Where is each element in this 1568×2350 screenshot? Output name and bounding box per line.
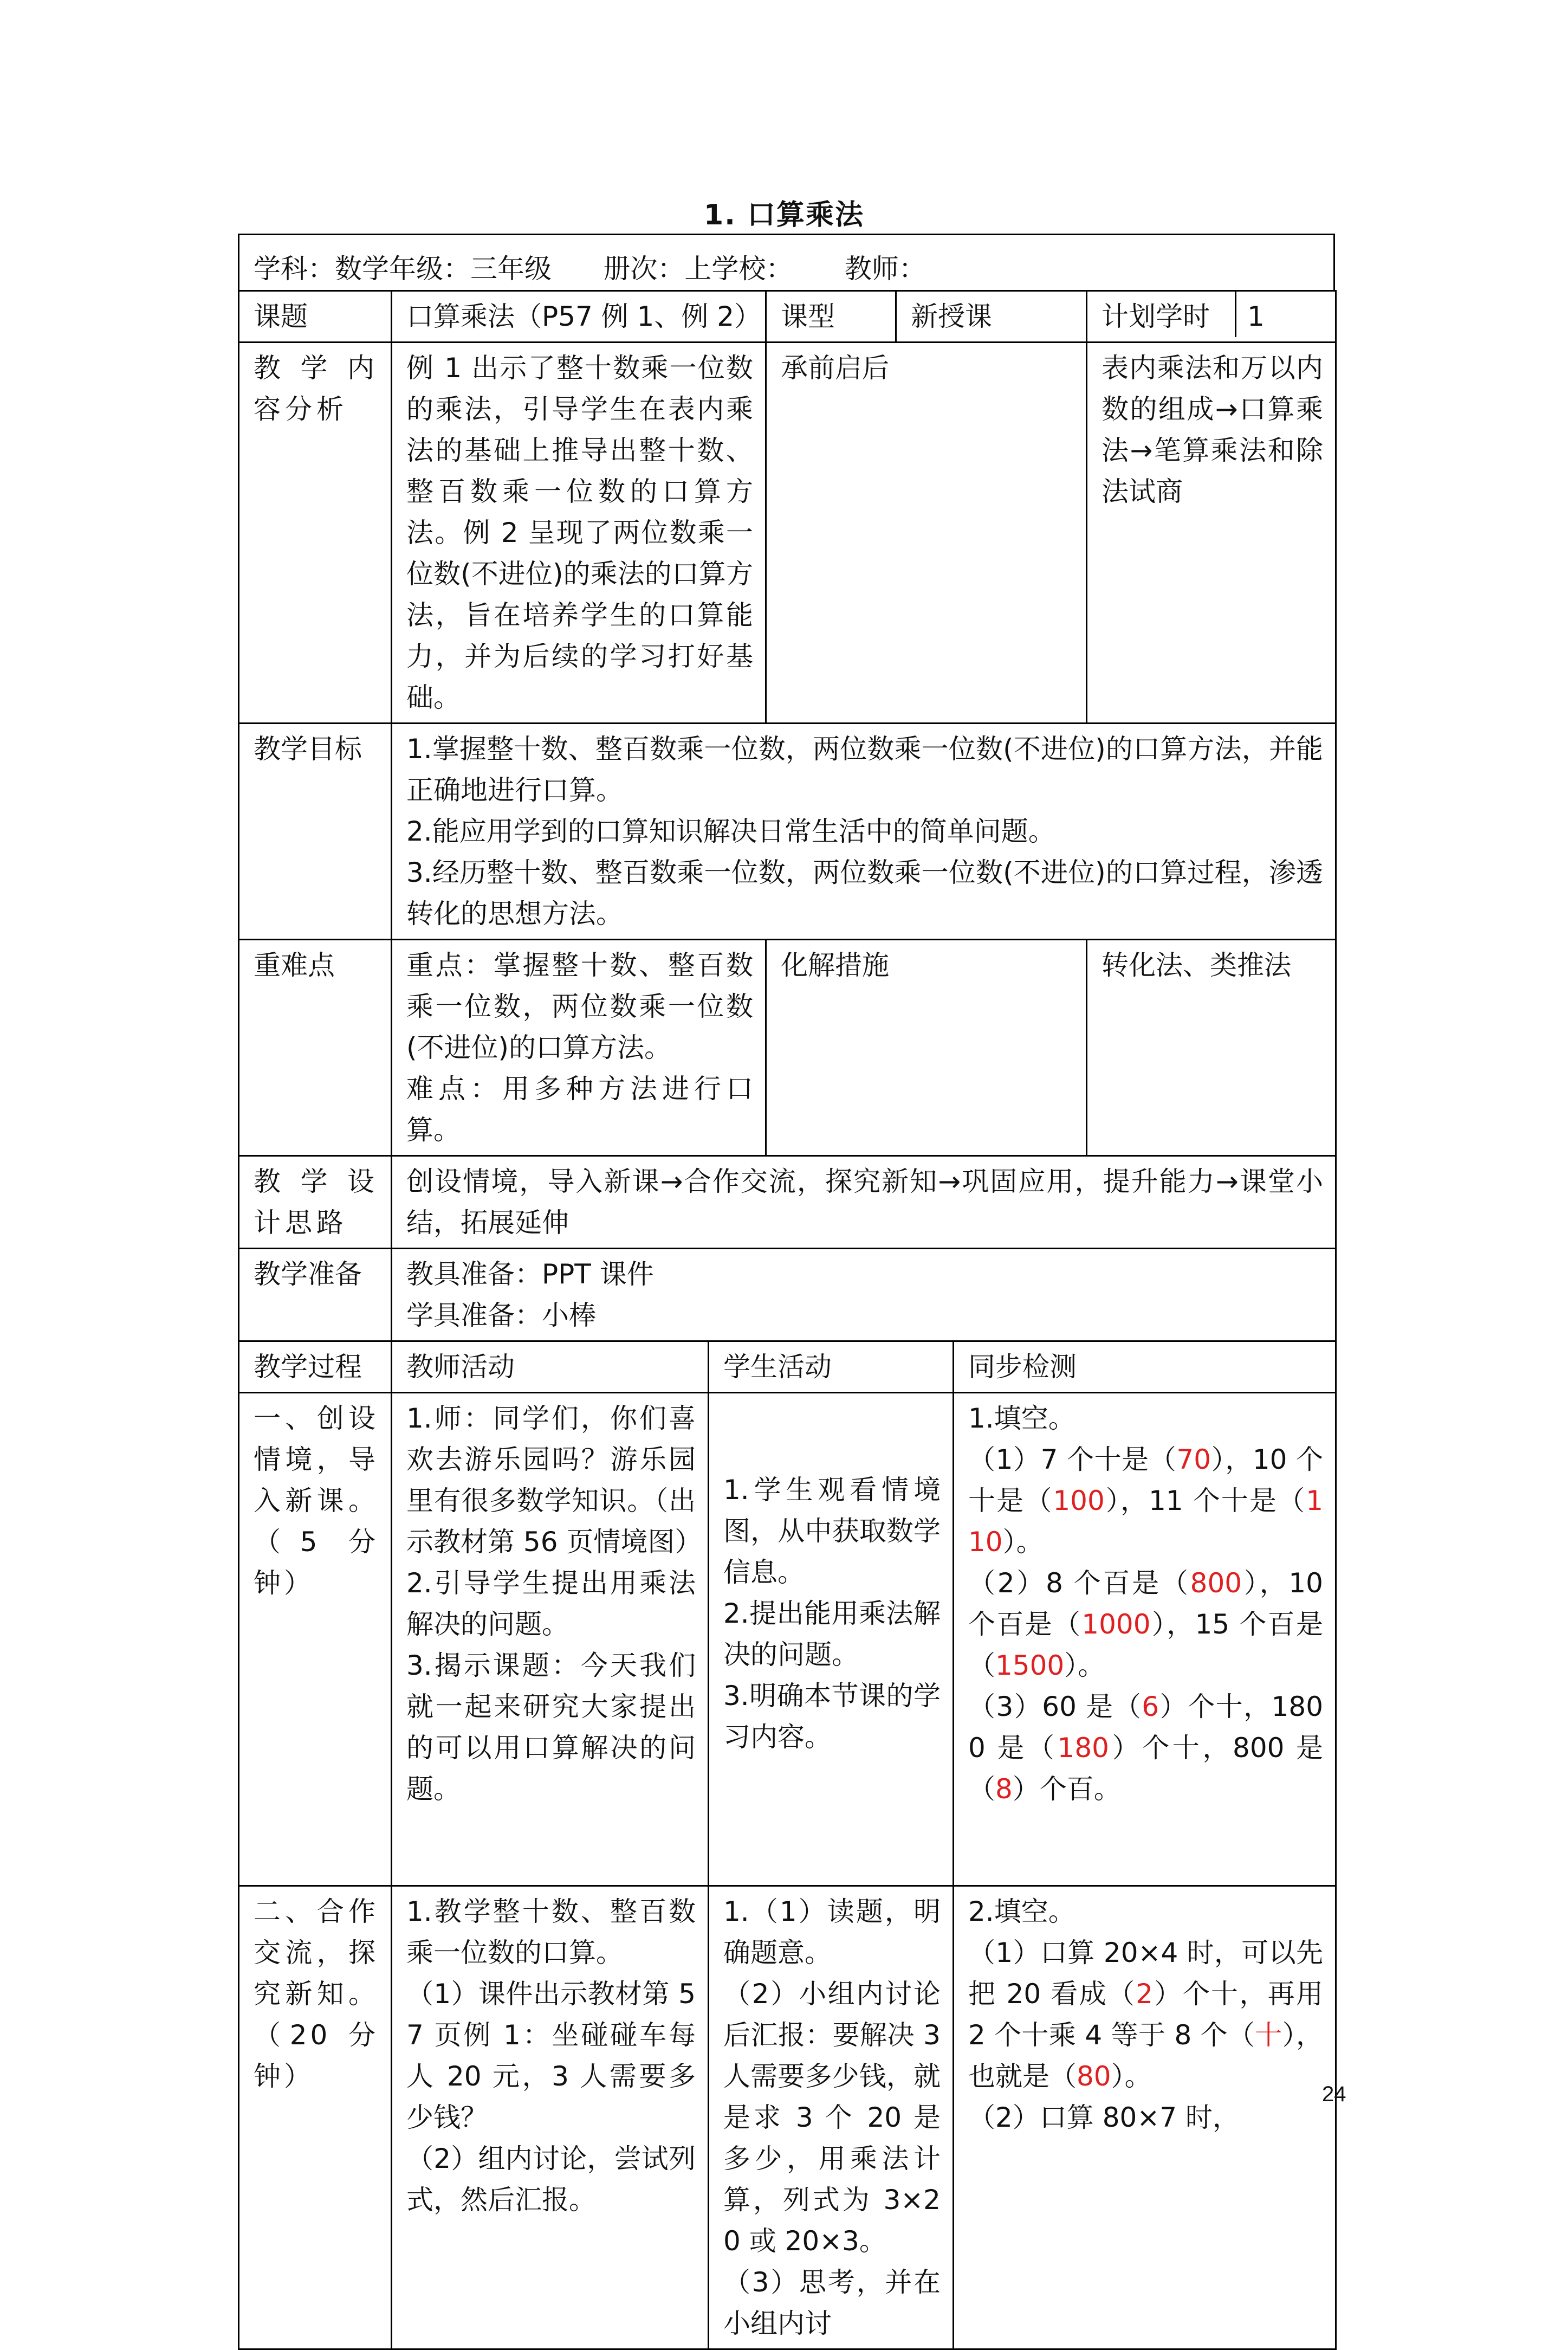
answer: 110 [968,1485,1323,1558]
key-points-row [239,940,1336,1156]
answer: 70 [1176,1444,1211,1475]
measure-text: 转化法、类推法 [1087,940,1336,1156]
stage-1-teacher [392,1393,709,1886]
q-text: ），15 个百是（ [968,1609,1323,1681]
preparation-row [239,1249,1336,1341]
goal-item: 3.经历整十数、整百数乘一位数，两位数乘一位数(不进位)的口算过程，渗透转化的思想方法。 [406,857,1323,929]
check-question [968,1439,1323,1563]
teacher-step: （2）组内讨论，尝试列式，然后汇报。 [406,2143,696,2216]
student-step: （2）小组内讨论后汇报：要解决 3 人需要多少钱，就是求 3 个 20 是多少，用乘法计算，列式为 3×20 或 20×3。 [723,1978,941,2257]
q-text: ）。 [1064,1650,1105,1681]
teacher-step: （1）课件出示教材第 57 页例 1：坐碰碰车每人 20 元，3 人需要多少钱？ [406,1978,696,2133]
planned-hours-value: 1 [1247,301,1265,332]
answer: 800 [1190,1567,1242,1599]
topic-label: 课题 [239,291,392,343]
stage-2-row [239,1886,1336,2349]
teacher-step: 3.揭示课题：今天我们就一起来研究大家提出的可以用口算解决的问题。 [406,1650,696,1805]
content-analysis-label: 教学内容分析 [239,343,392,724]
key-difficulty: 难点：用多种方法进行口算。 [406,1073,753,1146]
q-text: ）个百。 [1012,1773,1121,1805]
planned-hours-label: 计划学时 [1087,292,1236,337]
stage-1-student [709,1393,954,1886]
design-row [239,1156,1336,1249]
lesson-plan-table [238,290,1337,2350]
content-analysis-text: 例 1 出示了整十数乘一位数的乘法，引导学生在表内乘法的基础上推导出整十数、整百数乘一位数的口算方法。例 2 呈现了两位数乘一位数(不进位)的乘法的口算方法，旨在培养学生的口算能力，并为后续的学习打好基础。 [392,343,766,724]
student-step: 1.学生观看情境图，从中获取数学信息。 [723,1474,941,1588]
answer: 6 [1142,1691,1159,1722]
key-points-cell [392,940,766,1156]
content-analysis-row [239,343,1336,724]
answer: 2 [1136,1978,1154,2010]
check-heading: 1.填空。 [968,1403,1075,1434]
link-label: 承前启后 [766,343,1087,724]
measure-label: 化解措施 [766,940,1087,1156]
teacher-step: 1.师：同学们，你们喜欢去游乐园吗？游乐园里有很多数学知识。（出示教材第 56 页情境图） [406,1403,702,1558]
preparation-cell [392,1249,1336,1341]
teacher-step: 2.引导学生提出用乘法解决的问题。 [406,1567,696,1640]
answer: 8 [995,1773,1013,1805]
answer: 180 [1057,1732,1109,1764]
goal-item: 2.能应用学到的口算知识解决日常生活中的简单问题。 [406,816,1055,847]
q-text: ）个十，再用 2 个十乘 4 等于 8 个（ [968,1978,1323,2051]
q-text: （1）7 个十是（ [968,1444,1177,1475]
check-heading: 2.填空。 [968,1896,1075,1927]
student-prep: 学具准备：小棒 [406,1300,596,1331]
answer: 100 [1053,1485,1105,1516]
q-text: ）。 [1002,1526,1044,1558]
q-text: （2）8 个百是（ [968,1567,1190,1599]
stage-2-teacher [392,1886,709,2349]
answer: 十 [1255,2019,1282,2051]
design-text: 创设情境，导入新课→合作交流，探究新知→巩固应用，提升能力→课堂小结，拓展延伸 [392,1156,1336,1249]
teaching-goals-row [239,724,1336,940]
student-step: 2.提出能用乘法解决的问题。 [723,1597,941,1670]
answer: 80 [1077,2061,1111,2092]
student-step: 3.明确本节课的学习内容。 [723,1680,941,1753]
q-text: ），11 个十是（ [1104,1485,1306,1516]
process-header-stage: 教学过程 [239,1341,392,1393]
stage-1-label: 一、创设情境，导入新课。（5 分钟） [239,1393,392,1886]
q-text: ），10 个十是（ [968,1444,1323,1516]
check-question [968,1932,1323,2097]
key-points-label: 重难点 [239,940,392,1156]
lesson-type-value: 新授课 [896,291,1087,343]
q-text: ）个十，800 是（ [968,1732,1323,1805]
page-number: 24 [1322,2082,1346,2106]
answer: 1500 [995,1650,1065,1681]
process-header-check: 同步检测 [954,1341,1336,1393]
student-step: （3）思考，并在小组内讨 [723,2267,941,2339]
q-text: ）个十，1800 是（ [968,1691,1324,1764]
stage-1-check [954,1393,1336,1886]
key-focus: 重点：掌握整十数、整百数乘一位数，两位数乘一位数(不进位)的口算方法。 [406,950,753,1063]
topic-row [239,291,1336,343]
q-text: ），也就是（ [968,2019,1324,2092]
stage-2-student [709,1886,954,2349]
q-text: ），10 个百是（ [968,1567,1323,1640]
stage-2-check [954,1886,1336,2349]
stage-2-label: 二、合作交流，探究新知。（20 分钟） [239,1886,392,2349]
teaching-goals-cell [392,724,1336,940]
preparation-label: 教学准备 [239,1249,392,1341]
planned-hours-cell [1087,291,1336,343]
topic-value: 口算乘法（P57 例 1、例 2） [392,291,766,343]
teacher-step: 1.教学整十数、整百数乘一位数的口算。 [406,1896,696,1968]
q-text: （3）60 是（ [968,1691,1142,1722]
check-question: （2）口算 80×7 时， [968,2102,1240,2133]
process-header-row [239,1341,1336,1393]
lesson-type-label: 课型 [766,291,896,343]
student-step: 1.（1）读题，明确题意。 [723,1896,941,1968]
q-text: （1）口算 20×4 时，可以先把 20 看成（ [968,1937,1323,2010]
process-header-student: 学生活动 [709,1341,954,1393]
teaching-goals-label: 教学目标 [239,724,392,940]
design-label: 教学设计思路 [239,1156,392,1249]
check-question [968,1563,1323,1686]
stage-1-row [239,1393,1336,1886]
q-text: ）。 [1111,2061,1152,2092]
answer: 1000 [1081,1609,1151,1640]
lesson-header: 学科：数学年级：三年级 册次：上学校： 教师： [238,234,1335,290]
document-title: 1. 口算乘法 [703,199,865,231]
process-header-teacher: 教师活动 [392,1341,709,1393]
goal-item: 1.掌握整十数、整百数乘一位数，两位数乘一位数(不进位)的口算方法，并能正确地进行口算。 [406,733,1323,806]
teacher-prep: 教具准备：PPT 课件 [406,1258,654,1290]
check-question [968,1686,1323,1810]
link-text: 表内乘法和万以内数的组成→口算乘法→笔算乘法和除法试商 [1087,343,1336,724]
